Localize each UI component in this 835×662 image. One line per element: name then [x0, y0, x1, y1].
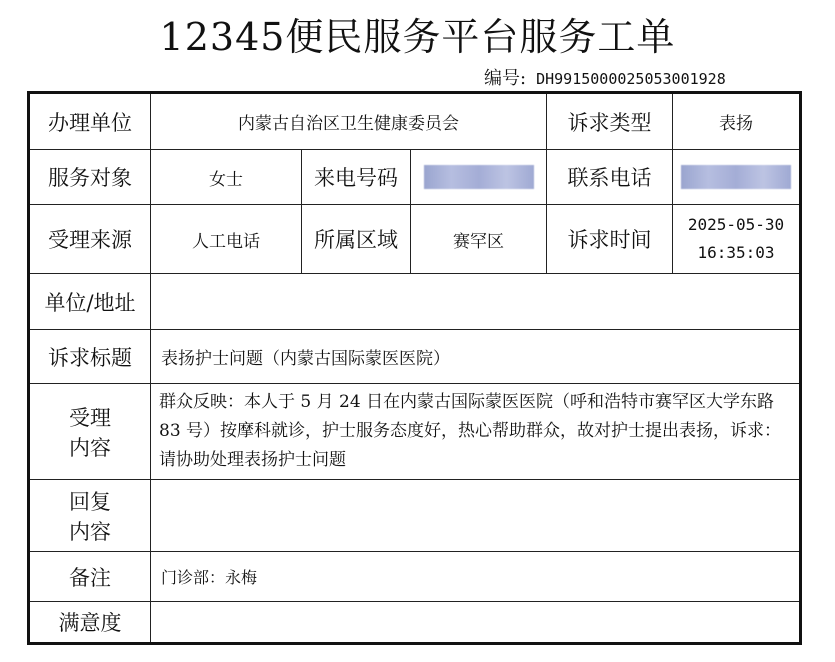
clock-value: 16:35:03 [697, 243, 775, 262]
row-subject [29, 330, 801, 384]
row-service [29, 150, 801, 205]
source-value: 人工电话 [151, 205, 302, 274]
remarks-label: 备注 [29, 552, 151, 602]
document-number [484, 64, 726, 90]
redacted-phone [424, 165, 534, 189]
caller-phone-label: 来电号码 [302, 150, 411, 205]
reply-value [151, 480, 801, 552]
subject-value: 表扬护士问题（内蒙古国际蒙医医院） [151, 330, 801, 384]
time-label: 诉求时间 [547, 205, 673, 274]
address-value [151, 274, 801, 330]
handler-label: 办理单位 [29, 93, 151, 150]
region-label: 所属区域 [302, 205, 411, 274]
type-label: 诉求类型 [547, 93, 673, 150]
row-address [29, 274, 801, 330]
service-target-value: 女士 [151, 150, 302, 205]
reply-label-line2: 内容 [69, 519, 111, 544]
reply-label [29, 480, 151, 552]
row-satisfaction [29, 602, 801, 644]
handler-value: 内蒙古自治区卫生健康委员会 [151, 93, 547, 150]
caller-phone-value [411, 150, 547, 205]
content-label-line2: 内容 [69, 435, 111, 460]
work-order-form [27, 91, 802, 645]
document-number-value: DH9915000025053001928 [536, 70, 726, 88]
time-value [673, 205, 801, 274]
content-label-line1: 受理 [69, 405, 111, 430]
page-title: 12345便民服务平台服务工单 [159, 15, 676, 59]
satisfaction-label: 满意度 [29, 602, 151, 644]
row-remarks [29, 552, 801, 602]
row-handler [29, 93, 801, 150]
reply-label-line1: 回复 [69, 489, 111, 514]
contact-phone-label: 联系电话 [547, 150, 673, 205]
redacted-phone [681, 165, 791, 189]
row-content [29, 384, 801, 480]
satisfaction-value [151, 602, 801, 644]
type-value: 表扬 [673, 93, 801, 150]
remarks-value: 门诊部：永梅 [151, 552, 801, 602]
row-source [29, 205, 801, 274]
service-target-label: 服务对象 [29, 150, 151, 205]
region-value: 赛罕区 [411, 205, 547, 274]
subject-label: 诉求标题 [29, 330, 151, 384]
document-number-label: 编号: [484, 68, 527, 89]
date-value: 2025-05-30 [687, 215, 785, 234]
content-label [29, 384, 151, 480]
contact-phone-value [673, 150, 801, 205]
address-label: 单位/地址 [29, 274, 151, 330]
row-reply [29, 480, 801, 552]
content-value: 群众反映：本人于 5 月 24 日在内蒙古国际蒙医医院（呼和浩特市赛罕区大学东路 83 号）按摩科就诊，护士服务态度好，热心帮助群众，故对护士提出表扬，诉求：请协助处理表扬护士问题 [151, 384, 801, 480]
source-label: 受理来源 [29, 205, 151, 274]
